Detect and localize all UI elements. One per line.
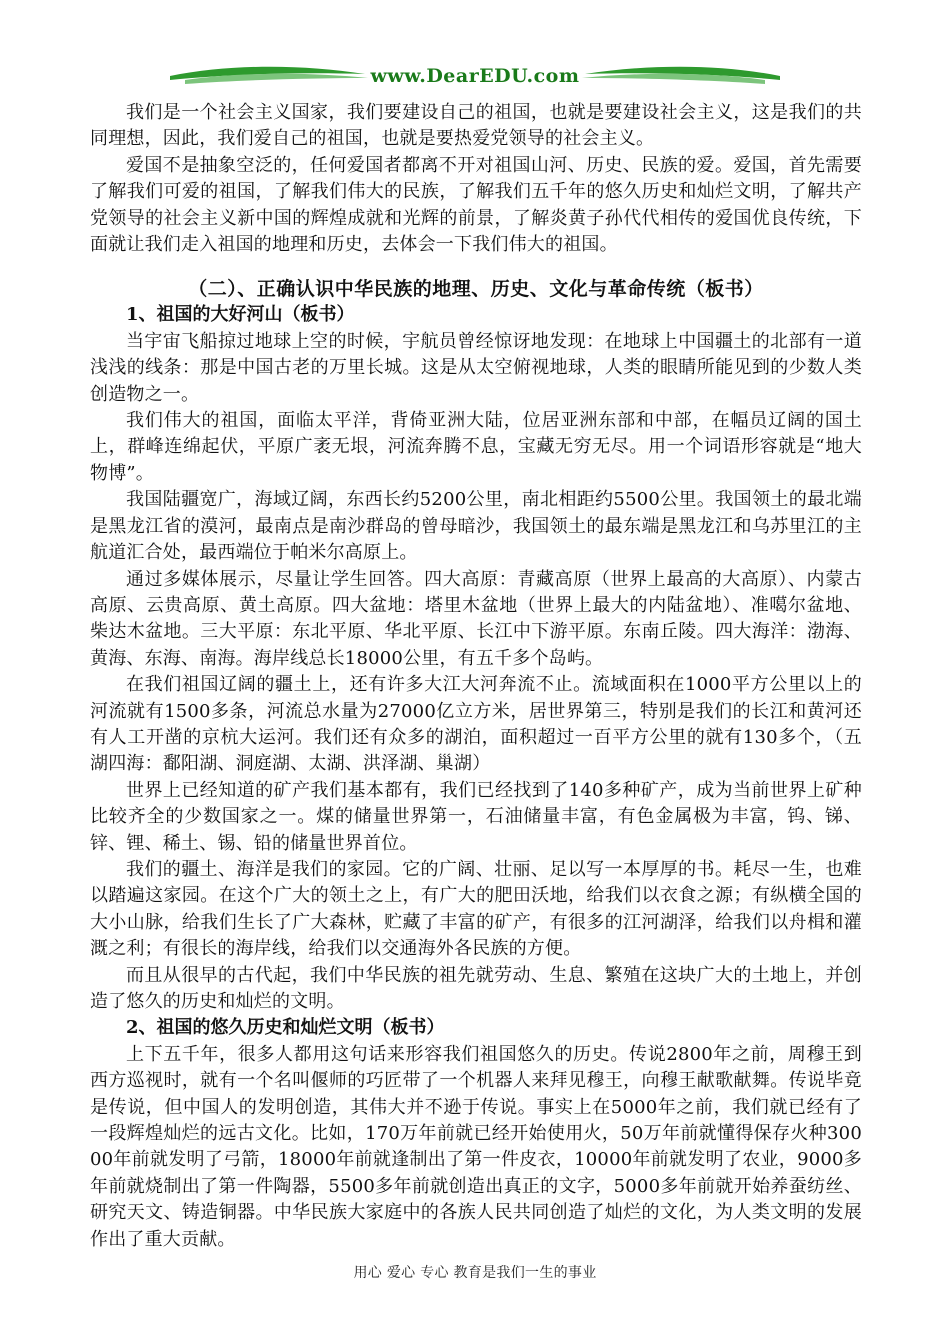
section-title: （二）、正确认识中华民族的地理、历史、文化与革命传统（板书） — [188, 278, 764, 301]
body-paragraph: 我们的疆土、海洋是我们的家园。它的广阔、壮丽、足以写一本厚厚的书。耗尽一生，也难以踏遍这家园。在这个广大的领土之上，有广大的肥田沃地，给我们以衣食之源；有纵横全国的大小山脉，给我们生长了广大森林，贮藏了丰富的矿产，有很多的江河湖泽，给我们以舟楫和灌溉之利；有很长的海岸线，给我们以交通海外各民族的方便。 — [90, 858, 862, 960]
site-header — [170, 58, 780, 98]
document-body — [90, 100, 862, 1253]
intro-paragraph: 我们是一个社会主义国家，我们要建设自己的祖国，也就是要建设社会主义，这是我们的共同理想，因此，我们爱自己的祖国，也就是要热爱党领导的社会主义。 — [90, 102, 862, 150]
body-paragraph: 我国陆疆宽广，海域辽阔，东西长约5200公里，南北相距约5500公里。我国领土的最北端是黑龙江省的漠河，最南点是南沙群岛的曾母暗沙，我国领土的最东端是黑龙江和乌苏里江的主航道汇合处，最西端位于帕米尔高原上。 — [90, 489, 862, 564]
body-paragraph: 通过多媒体展示，尽量让学生回答。四大高原：青藏高原（世界上最高的大高原）、内蒙古高原、云贵高原、黄土高原。四大盆地：塔里木盆地（世界上最大的内陆盆地）、准噶尔盆地、柴达木盆地。三大平原：东北平原、华北平原、长江中下游平原。东南丘陵。四大海洋：渤海、黄海、东海、南海。海岸线总长18000公里，有五千多个岛屿。 — [90, 568, 862, 669]
body-paragraph: 上下五千年，很多人都用这句话来形容我们祖国悠久的历史。传说2800年之前，周穆王到西方巡视时，就有一个名叫偃师的巧匠带了一个机器人来拜见穆王，向穆王献歌献舞。传说毕竟是传说，但中国人的发明创造，其伟大并不逊于传说。事实上在5000年之前，我们就已经有了一段辉煌灿烂的远古文化。比如，170万年前就已经开始使用火，50万年前就懂得保存火种30000年前就发明了弓箭，18000年前就逢制出了第一件皮衣，10000年前就发明了农业，9000多年前就烧制出了第一件陶器，5500多年前就创造出真正的文字，5000多年前就开始养蚕纺丝、研究天文、铸造铜器。中华民族大家庭中的各族人民共同创造了灿烂的文化，为人类文明的发展作出了重大贡献。 — [90, 1043, 862, 1250]
page-footer: 用心 爱心 专心 教育是我们一生的事业 — [353, 1265, 597, 1281]
site-url[interactable]: www.DearEDU.com — [370, 65, 580, 87]
intro-paragraph: 爱国不是抽象空泛的，任何爱国者都离不开对祖国山河、历史、民族的爱。爱国，首先需要了解我们可爱的祖国，了解我们伟大的民族，了解我们五千年的悠久历史和灿烂文明，了解共产党领导的社会主义新中国的辉煌成就和光辉的前景，了解炎黄子孙代代相传的爱国优良传统，下面就让我们走入祖国的地理和历史，去体会一下我们伟大的祖国。 — [90, 154, 862, 256]
subheading-history: 2、祖国的悠久历史和灿烂文明（板书） — [126, 1017, 445, 1039]
body-paragraph: 当宇宙飞船掠过地球上空的时候，宇航员曾经惊讶地发现：在地球上中国疆土的北部有一道浅浅的线条：那是中国古老的万里长城。这是从太空俯视地球，人类的眼睛所能见到的少数人类创造物之一。 — [90, 330, 862, 405]
subheading-landscape: 1、祖国的大好河山（板书） — [126, 304, 355, 326]
body-paragraph: 在我们祖国辽阔的疆土上，还有许多大江大河奔流不止。流域面积在1000平方公里以上的河流就有1500多条，河流总水量为27000亿立方米，居世界第三，特别是我们的长江和黄河还有人工开凿的京杭大运河。我们还有众多的湖泊，面积超过一百平方公里的就有130多个，（五湖四海：鄱阳湖、洞庭湖、太湖、洪泽湖、巢湖） — [90, 674, 862, 775]
body-paragraph: 世界上已经知道的矿产我们基本都有，我们已经找到了140多种矿产，成为当前世界上矿种比较齐全的少数国家之一。煤的储量世界第一，石油储量丰富，有色金属极为丰富，钨、锑、锌、锂、稀土、锡、铅的储量世界首位。 — [90, 779, 862, 854]
body-paragraph: 而且从很早的古代起，我们中华民族的祖先就劳动、生息、繁殖在这块广大的土地上，并创造了悠久的历史和灿烂的文明。 — [90, 964, 862, 1012]
body-paragraph: 我们伟大的祖国，面临太平洋，背倚亚洲大陆，位居亚洲东部和中部，在幅员辽阔的国土上，群峰连绵起伏，平原广袤无垠，河流奔腾不息，宝藏无穷无尽。用一个词语形容就是“地大物博”。 — [90, 410, 862, 484]
